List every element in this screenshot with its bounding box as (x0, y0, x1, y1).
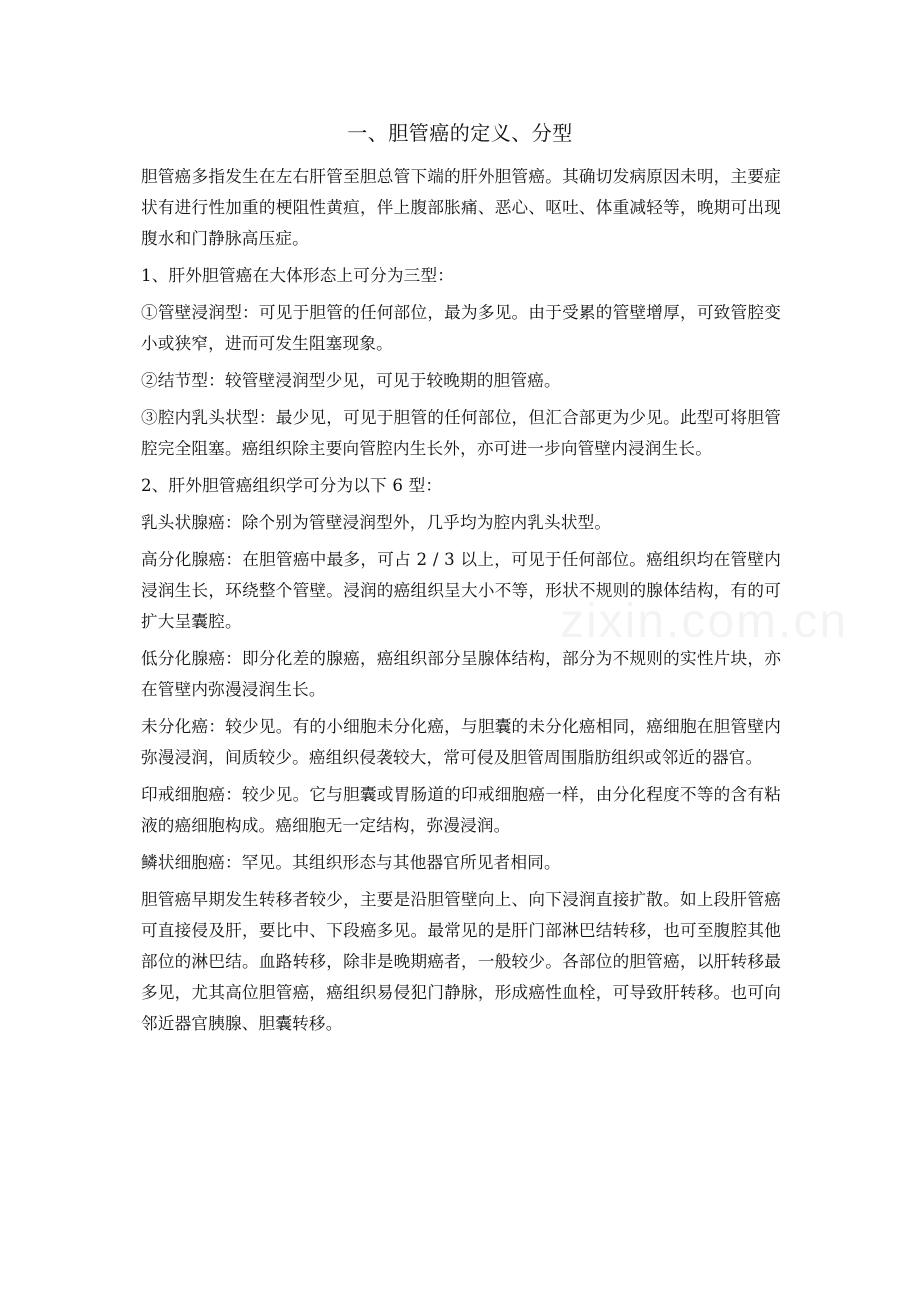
paragraph-metastasis: 胆管癌早期发生转移者较少，主要是沿胆管壁向上、向下浸润直接扩散。如上段肝管癌可直接侵及肝，要比中、下段癌多见。最常见的是肝门部淋巴结转移，也可至腹腔其他部位的淋巴结。血路转移，除非是晚期癌者，一般较少。各部位的胆管癌，以肝转移最多见，尤其高位胆管癌，癌组织易侵犯门静脉，形成癌性血栓，可导致肝转移。也可向邻近器官胰腺、胆囊转移。 (141, 890, 781, 1033)
paragraph-signet-ring: 印戒细胞癌：较少见。它与胆囊或胃肠道的印戒细胞癌一样，由分化程度不等的含有粘液的癌细胞构成。癌细胞无一定结构，弥漫浸润。 (141, 785, 781, 835)
paragraph-type-infiltrating: ①管壁浸润型：可见于胆管的任何部位，最为多见。由于受累的管壁增厚，可致管腔变小或狭窄，进而可发生阻塞现象。 (141, 303, 781, 353)
paragraph-definition: 胆管癌多指发生在左右肝管至胆总管下端的肝外胆管癌。其确切发病原因未明，主要症状有进行性加重的梗阻性黄疸，伴上腹部胀痛、恶心、呕吐、体重减轻等，晚期可出现腹水和门静脉高压症。 (141, 167, 781, 248)
paragraph-gross-types-heading: 1、肝外胆管癌在大体形态上可分为三型： (141, 266, 455, 285)
paragraph-papillary-adenocarcinoma: 乳头状腺癌：除个别为管壁浸润型外，几乎均为腔内乳头状型。 (141, 513, 612, 532)
paragraph-type-papillary: ③腔内乳头状型：最少见，可见于胆管的任何部位，但汇合部更为少见。此型可将胆管腔完全阻塞。癌组织除主要向管腔内生长外，亦可进一步向管壁内浸润生长。 (141, 408, 781, 458)
paragraph-type-nodular: ②结节型：较管壁浸润型少见，可见于较晚期的胆管癌。 (141, 371, 561, 390)
paragraph-squamous: 鳞状细胞癌：罕见。其组织形态与其他器官所见者相同。 (141, 853, 561, 872)
document-body (141, 161, 781, 1045)
paragraph-histology-heading: 2、肝外胆管癌组织学可分为以下 6 型： (141, 476, 443, 495)
document-title: 一、胆管癌的定义、分型 (347, 121, 573, 145)
paragraph-well-differentiated: 高分化腺癌：在胆管癌中最多，可占 2 / 3 以上，可见于任何部位。癌组织均在管壁内浸润生长，环绕整个管壁。浸润的癌组织呈大小不等，形状不规则的腺体结构，有的可扩大呈囊腔。 (141, 550, 781, 631)
paragraph-poorly-differentiated: 低分化腺癌：即分化差的腺癌，癌组织部分呈腺体结构，部分为不规则的实性片块，亦在管壁内弥漫浸润生长。 (141, 649, 781, 699)
paragraph-undifferentiated: 未分化癌：较少见。有的小细胞未分化癌，与胆囊的未分化癌相同，癌细胞在胆管壁内弥漫浸润，间质较少。癌组织侵袭较大，常可侵及胆管周围脂肪组织或邻近的器官。 (141, 717, 781, 767)
